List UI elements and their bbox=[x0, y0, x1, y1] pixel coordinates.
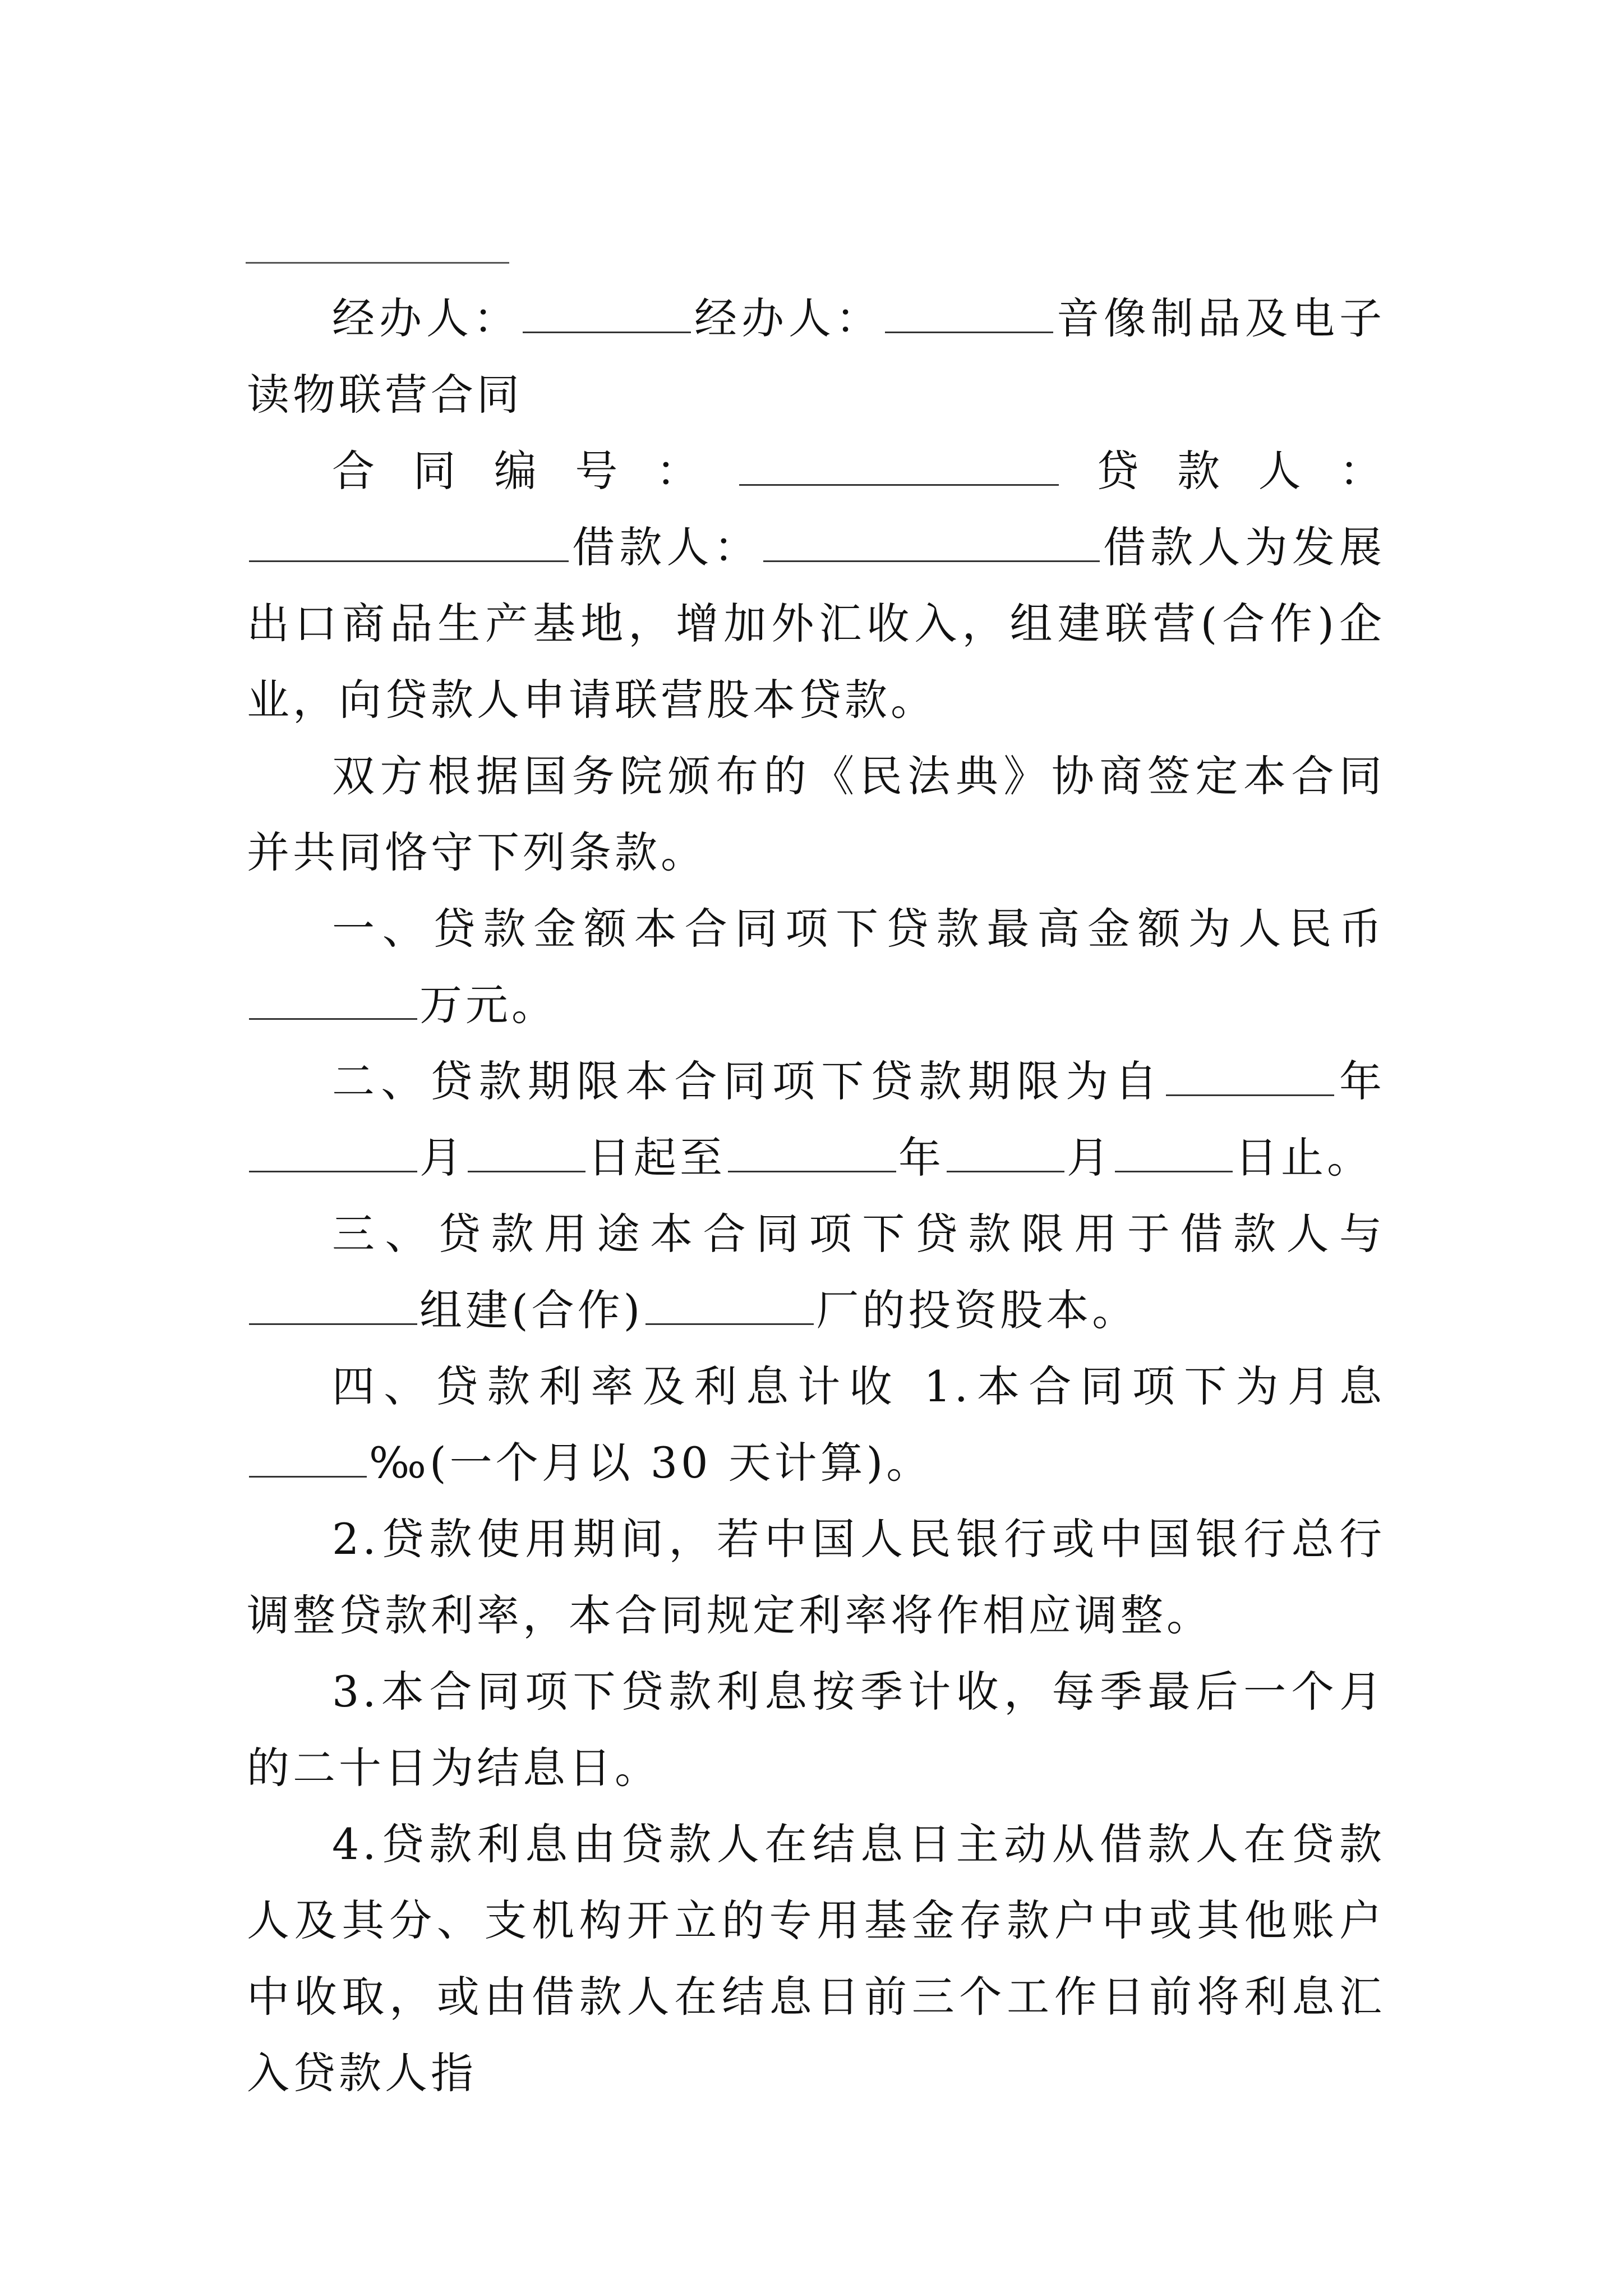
clause-4-unit: ‰(一个月以 30 天计算)。 bbox=[369, 1438, 933, 1488]
end-month-blank[interactable] bbox=[947, 1137, 1064, 1172]
parties-line bbox=[247, 433, 1385, 738]
borrower-label: 借款人： bbox=[571, 522, 761, 572]
contract-no-label: 合同编号： bbox=[332, 446, 737, 496]
interest-rate-blank[interactable] bbox=[249, 1442, 367, 1478]
clause-2 bbox=[247, 1043, 1385, 1196]
clause-3 bbox=[247, 1196, 1385, 1349]
agreement-text: 双方根据国务院颁布的《民法典》协商签定本合同并共同恪守下列条款。 bbox=[247, 751, 1385, 877]
start-year-blank[interactable] bbox=[1166, 1061, 1334, 1096]
clause-3-text: 三、贷款用途本合同项下贷款限用于借款人与 bbox=[332, 1209, 1385, 1259]
clause-4 bbox=[247, 1349, 1385, 1501]
contract-body bbox=[247, 280, 1385, 2111]
clause-2-text: 二、贷款期限本合同项下贷款期限为自 bbox=[332, 1056, 1164, 1106]
clause-1-unit: 万元。 bbox=[419, 980, 557, 1030]
partner-blank[interactable] bbox=[249, 1290, 417, 1325]
clause-3-end: 厂的投资股本。 bbox=[816, 1285, 1138, 1335]
end-day-label: 日止。 bbox=[1235, 1133, 1373, 1182]
end-year-label: 年 bbox=[898, 1133, 944, 1182]
end-day-blank[interactable] bbox=[1115, 1137, 1233, 1172]
clause-1-text: 一、贷款金额本合同项下贷款最高金额为人民币 bbox=[332, 904, 1385, 954]
intro-text: 借款人为发展出口商品生产基地，增加外汇收入，组建联营(合作)企业，向贷款人申请联营股本贷款。 bbox=[247, 522, 1386, 725]
start-month-blank[interactable] bbox=[249, 1137, 417, 1172]
lender-label: 贷款人： bbox=[1061, 446, 1386, 496]
handler-label-1: 经办人： bbox=[332, 293, 520, 343]
agreement-paragraph bbox=[247, 738, 1385, 891]
item-4-text: 4.贷款利息由贷款人在结息日主动从借款人在贷款人及其分、支机构开立的专用基金存款户中或其他账户中收取，或由借款人在结息日前三个工作日前将利息汇入贷款人指 bbox=[247, 1819, 1385, 2098]
start-day-label: 日起至 bbox=[588, 1133, 726, 1182]
clause-3-middle: 组建(合作) bbox=[419, 1285, 644, 1335]
factory-blank[interactable] bbox=[645, 1290, 814, 1325]
clause-1 bbox=[247, 891, 1385, 1043]
amount-blank[interactable] bbox=[249, 984, 417, 1020]
clause-4-item-3 bbox=[247, 1654, 1385, 1806]
handler-blank-1[interactable] bbox=[523, 298, 691, 333]
lender-blank[interactable] bbox=[249, 527, 569, 562]
start-month-label: 月 bbox=[419, 1133, 465, 1182]
end-year-blank[interactable] bbox=[728, 1137, 896, 1172]
clause-4-text: 四、贷款利率及利息计收 1.本合同项下为月息 bbox=[332, 1361, 1385, 1411]
clause-4-item-4 bbox=[247, 1806, 1385, 2111]
handler-line bbox=[247, 280, 1385, 433]
contract-no-blank[interactable] bbox=[739, 450, 1059, 486]
contract-title: 音像制品及电子读物联营合同 bbox=[247, 293, 1385, 420]
borrower-blank[interactable] bbox=[763, 527, 1100, 562]
clause-4-item-2 bbox=[247, 1501, 1385, 1654]
top-rule bbox=[246, 262, 509, 264]
handler-blank-2[interactable] bbox=[885, 298, 1053, 333]
start-year-label: 年 bbox=[1336, 1056, 1386, 1106]
item-3-text: 3.本合同项下贷款利息按季计收，每季最后一个月的二十日为结息日。 bbox=[247, 1667, 1385, 1793]
item-2-text: 2.贷款使用期间，若中国人民银行或中国银行总行调整贷款利率，本合同规定利率将作相应调整。 bbox=[247, 1514, 1385, 1640]
start-day-blank[interactable] bbox=[468, 1137, 585, 1172]
handler-label-2: 经办人： bbox=[693, 293, 883, 343]
end-month-label: 月 bbox=[1067, 1133, 1113, 1182]
